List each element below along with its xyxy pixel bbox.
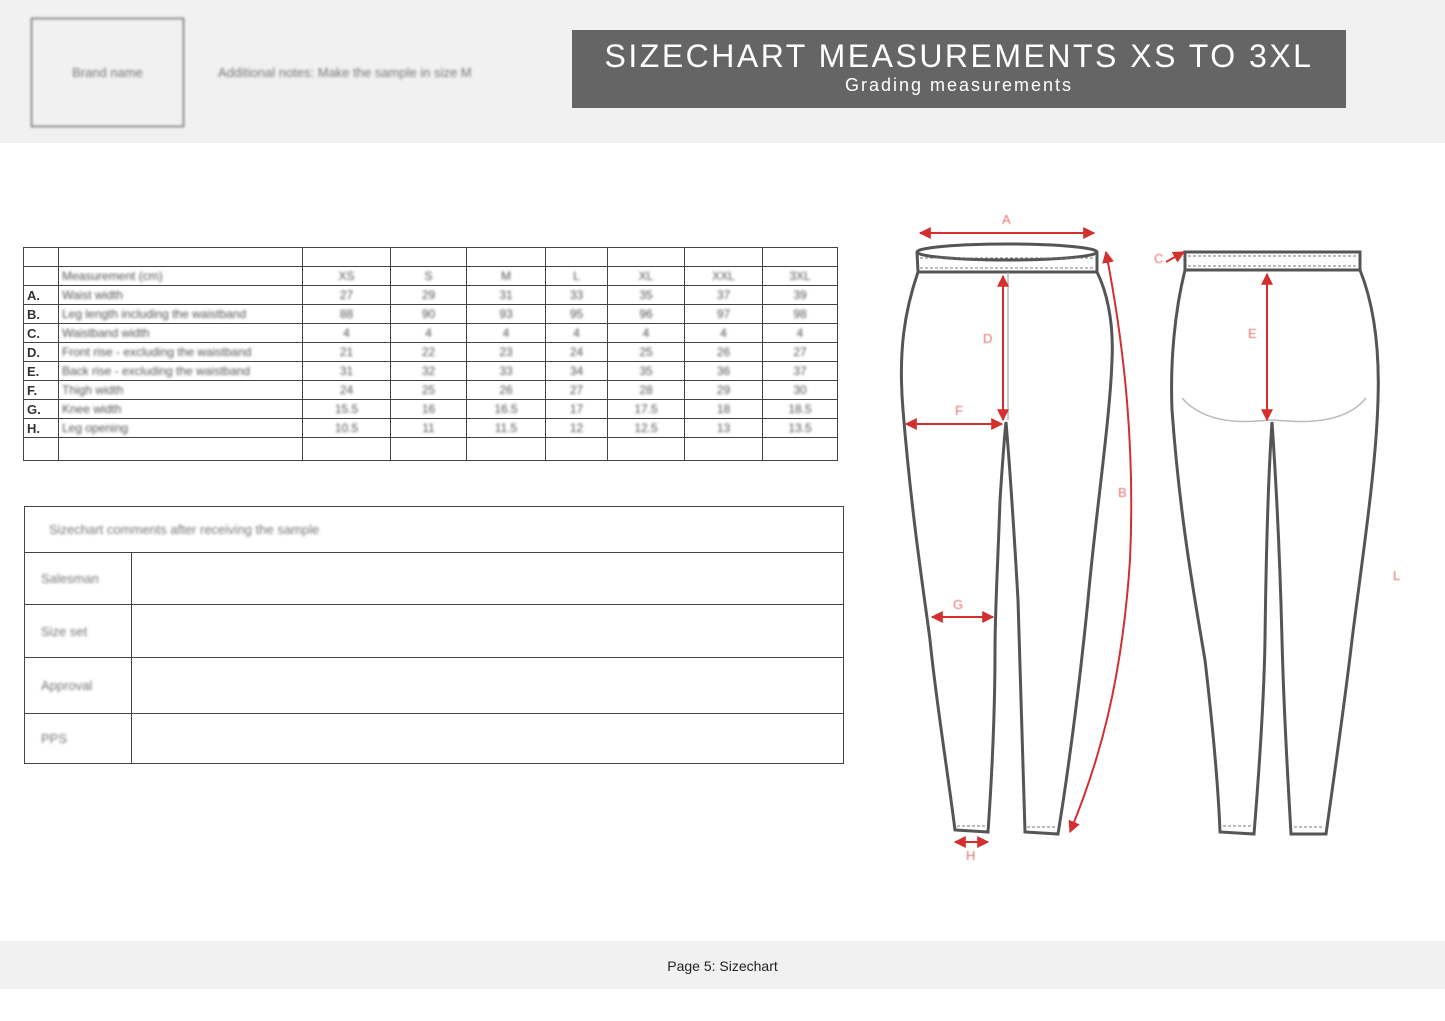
measurement-name: Waist width (59, 286, 303, 305)
measurement-letter: E. (24, 362, 59, 381)
measurement-name: Front rise - excluding the waistband (59, 343, 303, 362)
measurement-name: Waistband width (59, 324, 303, 343)
measurement-value: 16.5 (467, 400, 546, 419)
salesman-label: Salesman (41, 571, 99, 586)
table-row (24, 343, 838, 362)
measurement-value: 4 (608, 324, 685, 343)
measurement-value: 25 (608, 343, 685, 362)
measurement-value: 24 (546, 343, 608, 362)
measurement-letter: B. (24, 305, 59, 324)
size-header: XL (608, 267, 685, 286)
measurement-value: 28 (608, 381, 685, 400)
label-a: A (1002, 212, 1011, 227)
back-leggings-outline (1172, 270, 1379, 834)
measurement-name: Leg length including the waistband (59, 305, 303, 324)
measurement-arrows (906, 233, 1267, 842)
measurement-value: 17 (546, 400, 608, 419)
measurement-value: 27 (546, 381, 608, 400)
label-f: F (955, 403, 963, 418)
table-row (24, 248, 838, 267)
size-header: 3XL (763, 267, 838, 286)
measurement-value: 33 (467, 362, 546, 381)
front-stitching (920, 258, 1094, 827)
grading-table (23, 247, 838, 461)
table-header-row (24, 267, 838, 286)
measurement-name: Leg opening (59, 419, 303, 438)
table-row (24, 286, 838, 305)
table-row (25, 714, 844, 764)
label-b: B (1118, 485, 1127, 500)
leggings-technical-drawing (880, 200, 1420, 870)
measurement-value: 90 (391, 305, 467, 324)
comments-table (24, 506, 844, 764)
size-header: XS (303, 267, 391, 286)
back-waistband (1185, 252, 1360, 270)
measurement-value: 39 (763, 286, 838, 305)
measurement-value: 12 (546, 419, 608, 438)
measurement-value: 26 (467, 381, 546, 400)
measurement-name: Back rise - excluding the waistband (59, 362, 303, 381)
label-c: C (1154, 251, 1164, 266)
table-row (24, 400, 838, 419)
measurement-value: 23 (467, 343, 546, 362)
page-footer: Page 5: Sizechart (667, 958, 778, 974)
additional-notes: Additional notes: Make the sample in size M (218, 65, 472, 80)
table-row (24, 381, 838, 400)
header-band (0, 0, 1445, 143)
table-row (24, 419, 838, 438)
size-header: XXL (685, 267, 763, 286)
measurement-value: 30 (763, 381, 838, 400)
table-row (24, 362, 838, 381)
table-row (25, 605, 844, 658)
measurement-letter: A. (24, 286, 59, 305)
measurement-value: 4 (685, 324, 763, 343)
measurement-value: 33 (546, 286, 608, 305)
measurement-value: 11.5 (467, 419, 546, 438)
front-view (901, 244, 1112, 834)
measurement-value: 34 (546, 362, 608, 381)
back-view (1172, 252, 1379, 834)
measurement-value: 11 (391, 419, 467, 438)
comments-header-row (25, 507, 844, 553)
comments-header: Sizechart comments after receiving the sample (49, 522, 320, 537)
page-title: SIZECHART MEASUREMENTS XS TO 3XL (604, 38, 1314, 74)
measurement-value: 31 (467, 286, 546, 305)
pps-label: PPS (41, 731, 68, 746)
size-header: L (546, 267, 608, 286)
size-header: M (467, 267, 546, 286)
salesman-field[interactable] (132, 553, 844, 605)
measurement-letter: F. (24, 381, 59, 400)
measurement-value: 4 (467, 324, 546, 343)
measurement-value: 21 (303, 343, 391, 362)
measurement-header: Measurement (cm) (59, 267, 303, 286)
measurement-value: 37 (763, 362, 838, 381)
measurement-value: 13.5 (763, 419, 838, 438)
measurement-value: 27 (763, 343, 838, 362)
measurement-value: 25 (391, 381, 467, 400)
measurement-value: 4 (546, 324, 608, 343)
back-seat-curve (1182, 398, 1366, 421)
table-row (24, 438, 838, 461)
front-leggings-outline (901, 272, 1112, 834)
front-waistband (917, 252, 1097, 272)
measurement-value: 88 (303, 305, 391, 324)
size-header: S (391, 267, 467, 286)
measurement-value: 36 (685, 362, 763, 381)
table-row (25, 553, 844, 605)
measurement-value: 29 (685, 381, 763, 400)
label-d: D (983, 331, 993, 346)
approval-field[interactable] (132, 658, 844, 714)
measurement-value: 37 (685, 286, 763, 305)
measurement-value: 95 (546, 305, 608, 324)
measurement-value: 15.5 (303, 400, 391, 419)
measurement-value: 31 (303, 362, 391, 381)
brand-name-box (31, 18, 184, 127)
measurement-value: 10.5 (303, 419, 391, 438)
brand-name-placeholder: Brand name (72, 65, 143, 80)
measurement-value: 4 (391, 324, 467, 343)
measurement-value: 98 (763, 305, 838, 324)
label-e: E (1248, 326, 1257, 341)
measurement-value: 97 (685, 305, 763, 324)
measurement-name: Knee width (59, 400, 303, 419)
label-h: H (966, 848, 976, 863)
measurement-value: 24 (303, 381, 391, 400)
measurement-value: 35 (608, 286, 685, 305)
label-l: L (1393, 568, 1401, 583)
size-set-label: Size set (41, 623, 88, 639)
arrow-c (1166, 252, 1184, 262)
measurement-value: 13 (685, 419, 763, 438)
measurement-value: 29 (391, 286, 467, 305)
table-row (25, 658, 844, 714)
measurement-value: 96 (608, 305, 685, 324)
approval-label: Approval (41, 678, 93, 693)
pps-field[interactable] (132, 714, 844, 764)
table-row (24, 324, 838, 343)
measurement-value: 93 (467, 305, 546, 324)
measurement-value: 4 (763, 324, 838, 343)
measurement-value: 26 (685, 343, 763, 362)
measurement-value: 16 (391, 400, 467, 419)
measurement-letter: H. (24, 419, 59, 438)
measurement-value: 18 (685, 400, 763, 419)
measurement-value: 35 (608, 362, 685, 381)
page-subtitle: Grading measurements (844, 75, 1074, 95)
measurement-value: 12.5 (608, 419, 685, 438)
measurement-letter: D. (24, 343, 59, 362)
table-row (24, 305, 838, 324)
measurement-value: 32 (391, 362, 467, 381)
measurement-letter: C. (24, 324, 59, 343)
measurement-letter: G. (24, 400, 59, 419)
measurement-value: 17.5 (608, 400, 685, 419)
measurement-value: 22 (391, 343, 467, 362)
measurement-value: 18.5 (763, 400, 838, 419)
measurement-value: 27 (303, 286, 391, 305)
measurement-value: 4 (303, 324, 391, 343)
arrow-b (1070, 252, 1131, 832)
measurement-name: Thigh width (59, 381, 303, 400)
size-set-field[interactable] (132, 605, 844, 658)
label-g: G (953, 597, 964, 612)
footer-band (0, 941, 1445, 989)
title-banner (572, 30, 1346, 108)
